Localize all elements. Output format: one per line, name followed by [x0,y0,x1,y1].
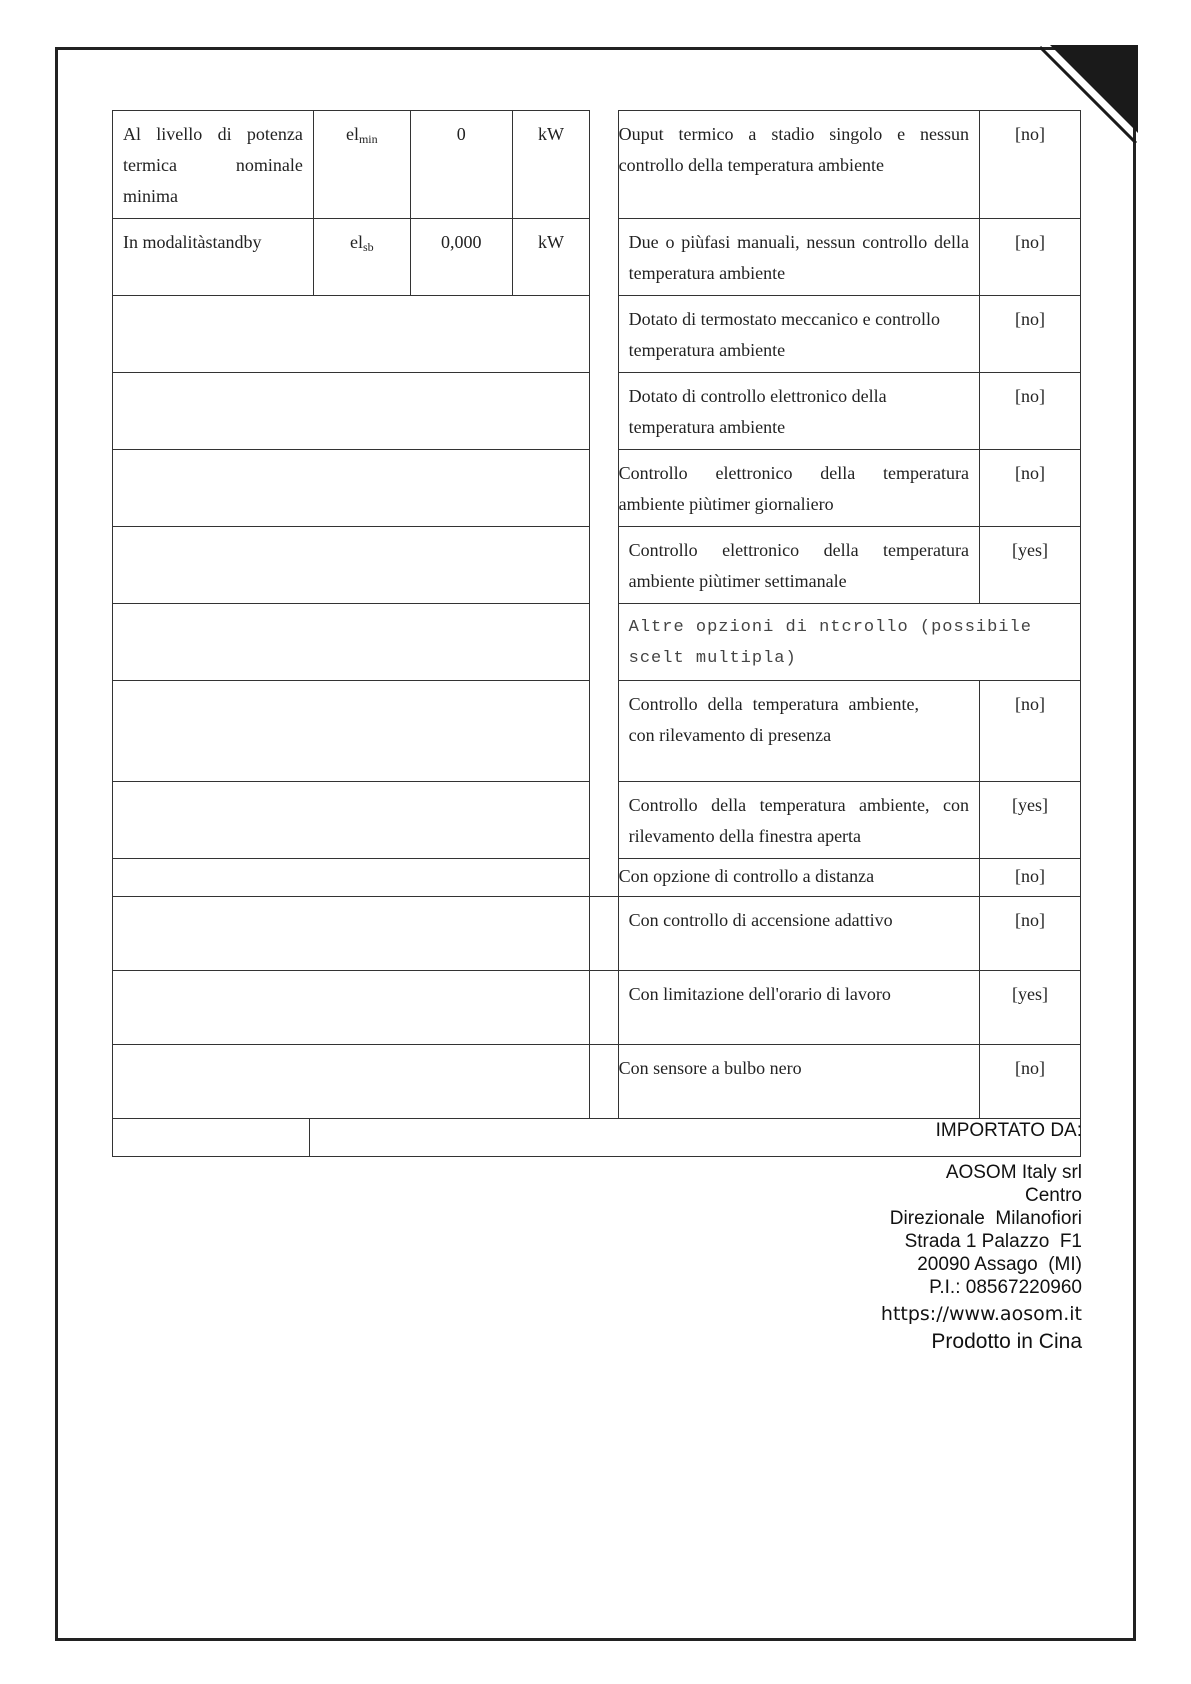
min-power-label: Al livello di potenza termica nominale minima [113,111,314,219]
control-option-label: Controllo della temperatura ambiente, con rilevamento di presenza [618,681,979,782]
table-row [113,971,1081,1045]
standby-unit: kW [512,219,590,296]
table-row [113,1045,1081,1119]
empty-cell [113,782,590,859]
table-row [113,373,1081,450]
empty-cell [113,296,590,373]
control-option-label: Controllo elettronico della temperatura ambiente piùtimer giornaliero [618,450,979,527]
empty-cell [113,897,590,971]
control-option-label: Ouput termico a stadio singolo e nessun controllo della temperatura ambiente [618,111,979,219]
control-option-value: [yes] [980,971,1081,1045]
importer-line: Direzionale Milanofiori [889,1208,1082,1229]
empty-cell [113,450,590,527]
table-row [113,111,1081,219]
importer-line: P.I.: 08567220960 [929,1277,1082,1298]
table-row [113,782,1081,859]
table-row [113,450,1081,527]
empty-cell [113,527,590,604]
table-row [113,859,1081,897]
table-row [113,527,1081,604]
control-option-label: Controllo elettronico della temperatura ambiente piùtimer settimanale [618,527,979,604]
blank-cell [590,971,618,1045]
made-in-label: Prodotto in Cina [931,1330,1082,1353]
empty-cell [113,971,590,1045]
control-option-value: [no] [980,1045,1081,1119]
standby-symbol: $el_{sb}$ [313,219,410,296]
standby-value: 0,000 [410,219,512,296]
min-power-value: 0 [410,111,512,219]
control-option-value: [no] [980,681,1081,782]
specs-table [112,110,1081,1157]
min-power-symbol: $el_{min}$ [313,111,410,219]
control-option-value: [no] [980,219,1081,296]
control-option-value: [no] [980,296,1081,373]
control-option-label: Con opzione di controllo a distanza [618,859,979,897]
table-row [113,296,1081,373]
control-option-value: [yes] [980,782,1081,859]
control-option-label: Con controllo di accensione adattivo [618,897,979,971]
control-option-value: [no] [980,373,1081,450]
blank-cell [590,897,618,971]
empty-cell [113,373,590,450]
table-row [113,681,1081,782]
empty-cell [113,1119,310,1157]
importer-line: Centro [1024,1185,1082,1206]
empty-cell [113,681,590,782]
control-option-value: [no] [980,450,1081,527]
table-row [113,604,1081,681]
control-option-label: Con sensore a bulbo nero [618,1045,979,1119]
control-option-value: [no] [980,859,1081,897]
control-option-value: [yes] [980,527,1081,604]
control-option-value: [no] [980,897,1081,971]
empty-cell [113,604,590,681]
table-row [113,219,1081,296]
importer-line: 20090 Assago (MI) [917,1254,1082,1275]
control-option-label: Due o piùfasi manuali, nessun controllo della temperatura ambiente [618,219,979,296]
control-option-value: [no] [980,111,1081,219]
importer-heading: IMPORTATO DA: [935,1120,1082,1141]
table-row [113,897,1081,971]
empty-cell [113,859,590,897]
importer-block [881,1119,1082,1353]
empty-cell [113,1045,590,1119]
importer-website: https://www.aosom.it [880,1303,1082,1325]
control-option-label: Dotato di termostato meccanico e controllo temperatura ambiente [618,296,979,373]
control-option-label: Dotato di controllo elettronico della temperatura ambiente [618,373,979,450]
control-option-label: Con limitazione dell'orario di lavoro [618,971,979,1045]
blank-cell [590,1045,618,1119]
importer-line: AOSOM Italy srl [945,1162,1082,1183]
importer-line: Strada 1 Palazzo F1 [904,1231,1082,1252]
min-power-unit: kW [512,111,590,219]
other-options-heading: Altre opzioni di ntcrollo (possibile scelt multipla) [618,604,1080,681]
control-option-label: Controllo della temperatura ambiente, con rilevamento della finestra aperta [618,782,979,859]
standby-label: In modalitàstandby [113,219,314,296]
